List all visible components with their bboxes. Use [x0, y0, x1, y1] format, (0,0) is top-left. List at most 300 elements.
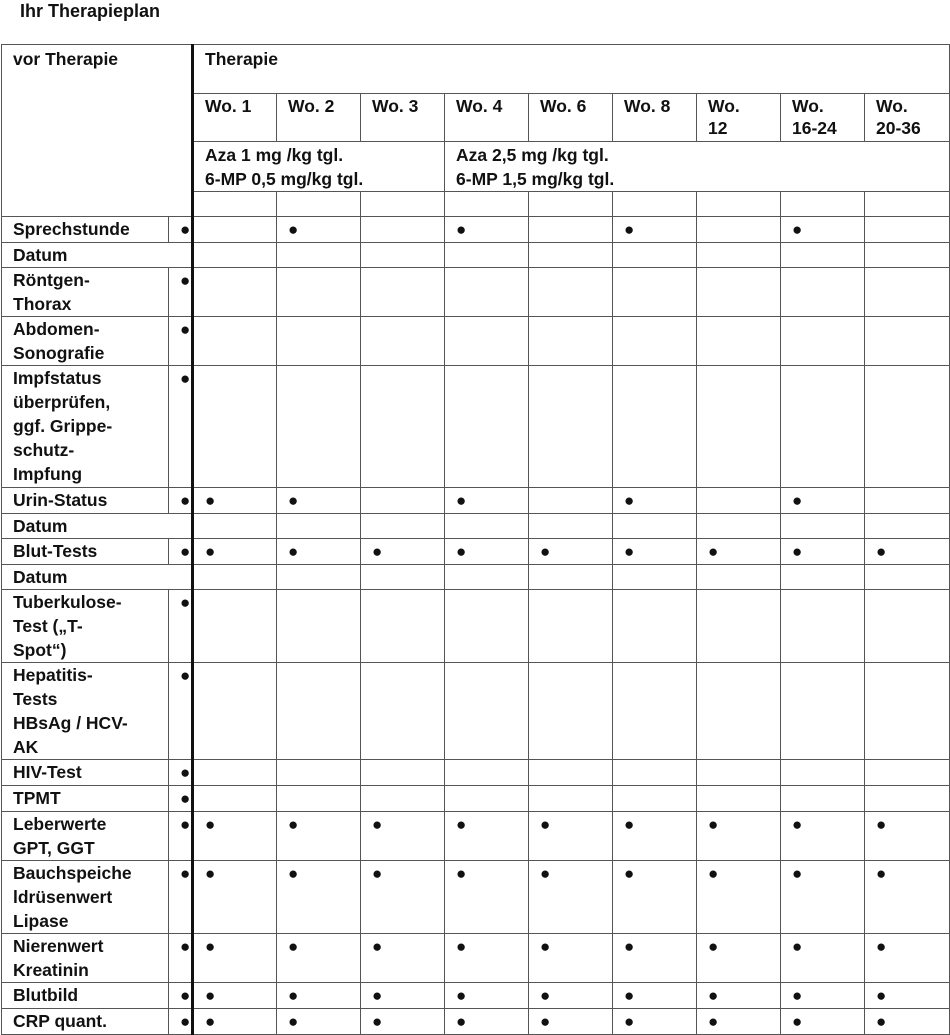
dot-marker: ●: [372, 937, 383, 956]
dose-phase-1: [193, 142, 445, 192]
week-cell: [361, 488, 445, 514]
pre-therapy-cell: [169, 366, 193, 488]
week-cell: [781, 514, 865, 539]
pre-therapy-cell: [169, 983, 193, 1009]
row-label: Abdomen- Sonografie: [2, 317, 169, 366]
dot-marker: ●: [792, 864, 803, 883]
row-label: Bauchspeiche ldrüsenwert Lipase: [2, 861, 169, 934]
week-cell: [193, 786, 277, 812]
dot-marker: ●: [205, 864, 216, 883]
dose-phase-1-line1: Aza 1 mg /kg tgl.: [205, 145, 344, 165]
week-cell: [781, 760, 865, 786]
dot-marker: ●: [180, 815, 191, 834]
week-cell: [613, 217, 697, 243]
dot-marker: ●: [456, 1012, 467, 1031]
pre-therapy-cell: [169, 488, 193, 514]
week-cell: [865, 514, 950, 539]
week-cell: [697, 366, 781, 488]
week-cell: [361, 812, 445, 861]
week-cell: [613, 861, 697, 934]
week-cell: [277, 268, 361, 317]
week-cell: [277, 217, 361, 243]
blank-cell: [193, 192, 277, 217]
week-cell: [613, 317, 697, 366]
week-cell: [361, 539, 445, 565]
week-cell: [781, 243, 865, 268]
week-cell: [445, 983, 529, 1009]
week-cell: [445, 1009, 529, 1035]
table-row: [2, 590, 950, 663]
dot-marker: ●: [456, 864, 467, 883]
week-header: Wo. 6: [529, 94, 613, 142]
week-cell: [445, 317, 529, 366]
dose-phase-2: [445, 142, 950, 192]
week-cell: [193, 514, 277, 539]
row-label: Blut-Tests: [2, 539, 169, 565]
week-cell: [445, 760, 529, 786]
week-cell: [781, 539, 865, 565]
row-label: Leberwerte GPT, GGT: [2, 812, 169, 861]
dot-marker: ●: [205, 937, 216, 956]
week-cell: [445, 488, 529, 514]
dot-marker: ●: [624, 220, 635, 239]
week-cell: [781, 1009, 865, 1035]
week-cell: [613, 514, 697, 539]
dose-phase-2-line2: 6-MP 1,5 mg/kg tgl.: [456, 169, 615, 189]
week-cell: [865, 565, 950, 590]
week-cell: [529, 217, 613, 243]
week-header: Wo. 3: [361, 94, 445, 142]
row-label: Nierenwert Kreatinin: [2, 934, 169, 983]
blank-cell: [865, 192, 950, 217]
dot-marker: ●: [876, 1012, 887, 1031]
dot-marker: ●: [288, 986, 299, 1005]
dot-marker: ●: [624, 542, 635, 561]
week-cell: [865, 268, 950, 317]
week-cell: [277, 539, 361, 565]
week-cell: [193, 760, 277, 786]
row-label: Impfstatus überprüfen, ggf. Grippe- schutz- Impfung: [2, 366, 169, 488]
week-cell: [697, 934, 781, 983]
table-row: [2, 1009, 950, 1035]
week-cell: [865, 812, 950, 861]
week-cell: [781, 268, 865, 317]
week-cell: [697, 539, 781, 565]
dot-marker: ●: [205, 542, 216, 561]
week-cell: [613, 983, 697, 1009]
pre-therapy-cell: [169, 590, 193, 663]
table-row: [2, 663, 950, 760]
week-cell: [445, 663, 529, 760]
week-cell: [697, 268, 781, 317]
table-row: [2, 488, 950, 514]
week-cell: [361, 1009, 445, 1035]
week-header: Wo. 4: [445, 94, 529, 142]
week-cell: [193, 539, 277, 565]
blank-cell: [697, 192, 781, 217]
datum-row: [2, 514, 950, 539]
blank-cell: [277, 192, 361, 217]
dot-marker: ●: [180, 789, 191, 808]
dot-marker: ●: [624, 864, 635, 883]
week-cell: [781, 812, 865, 861]
week-cell: [697, 514, 781, 539]
week-cell: [193, 217, 277, 243]
week-cell: [445, 243, 529, 268]
dot-marker: ●: [876, 815, 887, 834]
dot-marker: ●: [180, 937, 191, 956]
week-cell: [193, 488, 277, 514]
week-cell: [193, 590, 277, 663]
week-cell: [865, 663, 950, 760]
week-cell: [865, 366, 950, 488]
week-cell: [277, 488, 361, 514]
pre-therapy-cell: [169, 217, 193, 243]
week-header: Wo. 20-36: [865, 94, 950, 142]
dot-marker: ●: [372, 542, 383, 561]
dot-marker: ●: [372, 986, 383, 1005]
dot-marker: ●: [180, 593, 191, 612]
week-cell: [277, 934, 361, 983]
week-cell: [865, 934, 950, 983]
table-row: [2, 217, 950, 243]
row-label: CRP quant.: [2, 1009, 169, 1035]
dot-marker: ●: [205, 1012, 216, 1031]
dot-marker: ●: [708, 815, 719, 834]
week-cell: [697, 488, 781, 514]
week-cell: [445, 514, 529, 539]
dot-marker: ●: [456, 986, 467, 1005]
week-cell: [781, 983, 865, 1009]
week-cell: [781, 786, 865, 812]
week-cell: [613, 565, 697, 590]
row-label: Sprechstunde: [2, 217, 169, 243]
week-cell: [361, 663, 445, 760]
therapy-plan-table: [1, 44, 950, 1035]
dot-marker: ●: [288, 542, 299, 561]
week-cell: [445, 217, 529, 243]
week-cell: [277, 243, 361, 268]
dot-marker: ●: [792, 542, 803, 561]
pre-therapy-label: vor Therapie: [13, 49, 119, 69]
dot-marker: ●: [456, 220, 467, 239]
week-cell: [865, 1009, 950, 1035]
blank-cell: [445, 192, 529, 217]
week-cell: [277, 565, 361, 590]
week-cell: [613, 366, 697, 488]
datum-row: [2, 565, 950, 590]
week-cell: [193, 861, 277, 934]
week-cell: [697, 565, 781, 590]
week-cell: [529, 760, 613, 786]
week-cell: [697, 317, 781, 366]
dot-marker: ●: [624, 937, 635, 956]
week-cell: [361, 934, 445, 983]
dot-marker: ●: [180, 369, 191, 388]
dot-marker: ●: [708, 542, 719, 561]
week-cell: [529, 514, 613, 539]
row-label: Röntgen- Thorax: [2, 268, 169, 317]
week-cell: [277, 760, 361, 786]
week-cell: [613, 1009, 697, 1035]
dot-marker: ●: [792, 937, 803, 956]
table-row: [2, 786, 950, 812]
week-cell: [697, 590, 781, 663]
therapy-header: [193, 45, 950, 94]
week-cell: [613, 934, 697, 983]
week-cell: [529, 934, 613, 983]
week-cell: [277, 1009, 361, 1035]
week-cell: [865, 760, 950, 786]
row-label: Hepatitis- Tests HBsAg / HCV- AK: [2, 663, 169, 760]
week-cell: [445, 786, 529, 812]
dot-marker: ●: [288, 937, 299, 956]
week-cell: [865, 786, 950, 812]
week-cell: [697, 1009, 781, 1035]
week-cell: [613, 539, 697, 565]
table-row: [2, 268, 950, 317]
dot-marker: ●: [708, 1012, 719, 1031]
pre-therapy-header: [2, 45, 193, 217]
dose-phase-1-line2: 6-MP 0,5 mg/kg tgl.: [205, 169, 364, 189]
week-cell: [361, 317, 445, 366]
dose-phase-2-line1: Aza 2,5 mg /kg tgl.: [456, 145, 609, 165]
week-cell: [361, 565, 445, 590]
row-label: Blutbild: [2, 983, 169, 1009]
week-cell: [697, 243, 781, 268]
week-cell: [613, 812, 697, 861]
dot-marker: ●: [456, 491, 467, 510]
week-cell: [277, 786, 361, 812]
week-cell: [613, 663, 697, 760]
week-cell: [697, 217, 781, 243]
week-cell: [781, 663, 865, 760]
week-cell: [697, 983, 781, 1009]
week-cell: [529, 812, 613, 861]
week-cell: [697, 786, 781, 812]
table-row: [2, 812, 950, 861]
table-row: [2, 366, 950, 488]
dot-marker: ●: [205, 491, 216, 510]
week-cell: [613, 243, 697, 268]
week-cell: [613, 590, 697, 663]
week-cell: [697, 760, 781, 786]
dot-marker: ●: [792, 815, 803, 834]
week-cell: [613, 786, 697, 812]
pre-therapy-cell: [169, 760, 193, 786]
week-cell: [529, 243, 613, 268]
dot-marker: ●: [540, 986, 551, 1005]
datum-row: [2, 243, 950, 268]
week-header: Wo. 2: [277, 94, 361, 142]
blank-cell: [781, 192, 865, 217]
week-cell: [445, 934, 529, 983]
week-cell: [277, 663, 361, 760]
week-cell: [529, 861, 613, 934]
week-cell: [613, 268, 697, 317]
week-cell: [529, 565, 613, 590]
week-cell: [445, 565, 529, 590]
week-cell: [865, 861, 950, 934]
dot-marker: ●: [180, 320, 191, 339]
week-cell: [529, 317, 613, 366]
row-label: HIV-Test: [2, 760, 169, 786]
week-cell: [781, 317, 865, 366]
week-cell: [697, 861, 781, 934]
dot-marker: ●: [288, 1012, 299, 1031]
week-cell: [529, 663, 613, 760]
week-cell: [361, 786, 445, 812]
dot-marker: ●: [180, 542, 191, 561]
pre-therapy-cell: [169, 317, 193, 366]
dot-marker: ●: [792, 220, 803, 239]
week-cell: [529, 488, 613, 514]
week-cell: [361, 366, 445, 488]
table-row: [2, 861, 950, 934]
week-cell: [193, 565, 277, 590]
dot-marker: ●: [540, 1012, 551, 1031]
week-cell: [781, 217, 865, 243]
dot-marker: ●: [540, 937, 551, 956]
blank-cell: [529, 192, 613, 217]
week-cell: [361, 514, 445, 539]
dot-marker: ●: [792, 491, 803, 510]
week-cell: [865, 317, 950, 366]
week-cell: [193, 1009, 277, 1035]
page-title: Ihr Therapieplan: [20, 1, 161, 21]
dot-marker: ●: [288, 220, 299, 239]
week-cell: [361, 268, 445, 317]
pre-therapy-cell: [169, 539, 193, 565]
pre-therapy-cell: [169, 934, 193, 983]
week-cell: [781, 934, 865, 983]
dot-marker: ●: [180, 271, 191, 290]
dot-marker: ●: [372, 1012, 383, 1031]
dot-marker: ●: [708, 986, 719, 1005]
week-cell: [361, 983, 445, 1009]
week-cell: [193, 983, 277, 1009]
dot-marker: ●: [180, 1012, 191, 1031]
dot-marker: ●: [180, 666, 191, 685]
dot-marker: ●: [372, 815, 383, 834]
week-header: Wo. 8: [613, 94, 697, 142]
week-cell: [529, 983, 613, 1009]
week-cell: [865, 983, 950, 1009]
table-row: [2, 760, 950, 786]
pre-therapy-cell: [169, 268, 193, 317]
dot-marker: ●: [288, 491, 299, 510]
week-cell: [277, 983, 361, 1009]
row-label: Urin-Status: [2, 488, 169, 514]
dot-marker: ●: [876, 542, 887, 561]
dot-marker: ●: [876, 864, 887, 883]
datum-label: Datum: [2, 514, 193, 539]
week-cell: [697, 663, 781, 760]
week-cell: [781, 861, 865, 934]
week-cell: [865, 539, 950, 565]
datum-label: Datum: [2, 243, 193, 268]
week-cell: [193, 243, 277, 268]
table-row: [2, 539, 950, 565]
dot-marker: ●: [372, 864, 383, 883]
datum-label: Datum: [2, 565, 193, 590]
week-header: Wo. 12: [697, 94, 781, 142]
table-row: [2, 983, 950, 1009]
week-cell: [781, 366, 865, 488]
pre-therapy-cell: [169, 1009, 193, 1035]
dot-marker: ●: [205, 986, 216, 1005]
week-cell: [277, 861, 361, 934]
week-cell: [361, 760, 445, 786]
week-cell: [865, 217, 950, 243]
week-cell: [277, 514, 361, 539]
week-cell: [613, 488, 697, 514]
week-cell: [193, 317, 277, 366]
week-cell: [193, 812, 277, 861]
dot-marker: ●: [624, 815, 635, 834]
week-cell: [781, 565, 865, 590]
week-cell: [361, 217, 445, 243]
week-cell: [277, 317, 361, 366]
week-cell: [193, 268, 277, 317]
week-cell: [277, 366, 361, 488]
dot-marker: ●: [180, 986, 191, 1005]
therapy-label: Therapie: [205, 49, 278, 69]
blank-cell: [613, 192, 697, 217]
week-cell: [445, 812, 529, 861]
dot-marker: ●: [180, 864, 191, 883]
dot-marker: ●: [205, 815, 216, 834]
week-cell: [613, 760, 697, 786]
week-cell: [529, 539, 613, 565]
week-header: Wo. 1: [193, 94, 277, 142]
week-cell: [781, 590, 865, 663]
dot-marker: ●: [456, 542, 467, 561]
dot-marker: ●: [876, 986, 887, 1005]
week-cell: [445, 590, 529, 663]
pre-therapy-cell: [169, 861, 193, 934]
pre-therapy-cell: [169, 812, 193, 861]
week-cell: [445, 366, 529, 488]
week-cell: [445, 861, 529, 934]
dot-marker: ●: [456, 815, 467, 834]
week-cell: [865, 488, 950, 514]
blank-cell: [361, 192, 445, 217]
week-cell: [193, 663, 277, 760]
week-cell: [697, 812, 781, 861]
row-label: TPMT: [2, 786, 169, 812]
dot-marker: ●: [180, 491, 191, 510]
dot-marker: ●: [540, 542, 551, 561]
dot-marker: ●: [180, 763, 191, 782]
week-cell: [529, 1009, 613, 1035]
table-row: [2, 934, 950, 983]
dot-marker: ●: [624, 491, 635, 510]
dot-marker: ●: [540, 815, 551, 834]
dot-marker: ●: [540, 864, 551, 883]
week-cell: [529, 786, 613, 812]
dot-marker: ●: [456, 937, 467, 956]
week-cell: [529, 366, 613, 488]
dot-marker: ●: [624, 986, 635, 1005]
dot-marker: ●: [876, 937, 887, 956]
pre-therapy-cell: [169, 786, 193, 812]
week-cell: [277, 590, 361, 663]
dot-marker: ●: [288, 815, 299, 834]
week-cell: [529, 268, 613, 317]
pre-therapy-cell: [169, 663, 193, 760]
dot-marker: ●: [792, 1012, 803, 1031]
